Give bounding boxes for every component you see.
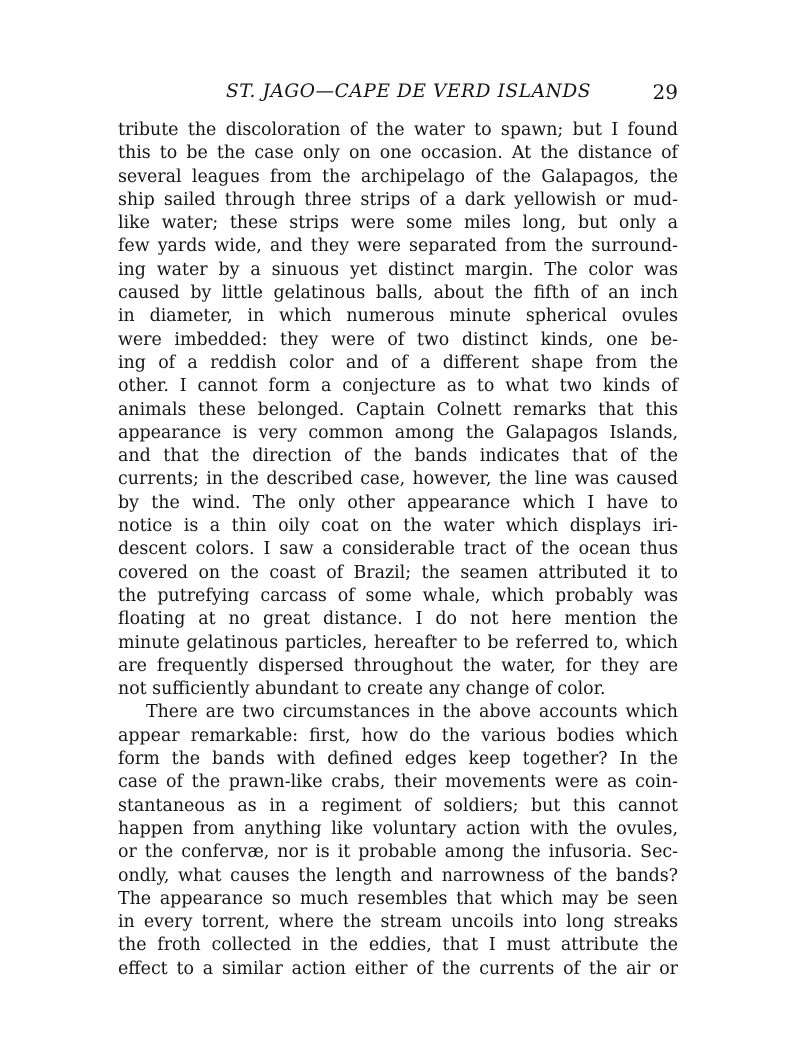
text-line: appearance is very common among the Galapagos Islands, xyxy=(118,422,678,443)
paragraph-1 xyxy=(118,119,678,701)
running-head xyxy=(118,78,678,108)
text-line: descent colors. I saw a considerable tract of the ocean thus xyxy=(118,539,678,560)
body-text xyxy=(118,119,678,981)
text-line: several leagues from the archipelago of the Galapagos, the xyxy=(118,166,678,187)
text-line: ship sailed through three strips of a dark yellowish or mud- xyxy=(118,189,678,210)
paragraph-2 xyxy=(118,701,678,981)
text-line: The appearance so much resembles that which may be seen xyxy=(118,888,678,909)
text-line: in diameter, in which numerous minute spherical ovules xyxy=(118,306,678,327)
text-line: floating at no great distance. I do not here mention the xyxy=(118,609,678,630)
text-line: animals these belonged. Captain Colnett remarks that this xyxy=(118,399,678,420)
text-line: form the bands with defined edges keep together? In the xyxy=(118,749,678,770)
text-line: happen from anything like voluntary action with the ovules, xyxy=(118,818,678,839)
text-line: ing water by a sinuous yet distinct margin. The color was xyxy=(118,259,678,280)
text-line: case of the prawn-like crabs, their movements were as coin- xyxy=(118,772,678,793)
text-line: other. I cannot form a conjecture as to what two kinds of xyxy=(118,376,678,397)
text-line: ondly, what causes the length and narrowness of the bands? xyxy=(118,865,678,886)
text-line: like water; these strips were some miles long, but only a xyxy=(118,213,678,234)
text-line: appear remarkable: first, how do the various bodies which xyxy=(118,725,678,746)
text-line: There are two circumstances in the above accounts which xyxy=(146,702,678,723)
text-line: the froth collected in the eddies, that I must attribute the xyxy=(118,935,678,956)
text-line: caused by little gelatinous balls, about the fifth of an inch xyxy=(118,283,678,304)
text-line: not sufficiently abundant to create any change of color. xyxy=(118,679,606,700)
text-line: notice is a thin oily coat on the water which displays iri- xyxy=(118,516,678,537)
text-line: currents; in the described case, however, the line was caused xyxy=(118,469,678,490)
text-line: this to be the case only on one occasion. At the distance of xyxy=(118,143,678,164)
text-line: are frequently dispersed throughout the water, for they are xyxy=(118,655,678,676)
running-title: ST. JAGO—CAPE DE VERD ISLANDS xyxy=(226,81,592,102)
text-line: in every torrent, where the stream uncoils into long streaks xyxy=(118,912,678,933)
text-line: tribute the discoloration of the water to spawn; but I found xyxy=(118,120,678,140)
text-line: ing of a reddish color and of a different shape from the xyxy=(118,352,678,373)
text-line: by the wind. The only other appearance which I have to xyxy=(118,492,678,513)
text-line: few yards wide, and they were separated from the surround- xyxy=(118,236,678,257)
text-line: covered on the coast of Brazil; the seamen attributed it to xyxy=(118,562,678,583)
text-line: and that the direction of the bands indicates that of the xyxy=(118,446,678,467)
text-line: minute gelatinous particles, hereafter to be referred to, which xyxy=(118,632,678,653)
page-number: 29 xyxy=(652,80,678,104)
text-line: the putrefying carcass of some whale, which probably was xyxy=(118,585,678,606)
text-line: effect to a similar action either of the currents of the air or xyxy=(118,958,678,979)
text-line: were imbedded: they were of two distinct kinds, one be- xyxy=(118,329,678,350)
text-line: stantaneous as in a regiment of soldiers; but this cannot xyxy=(118,795,678,816)
text-line: or the confervæ, nor is it probable among the infusoria. Sec- xyxy=(118,842,678,863)
